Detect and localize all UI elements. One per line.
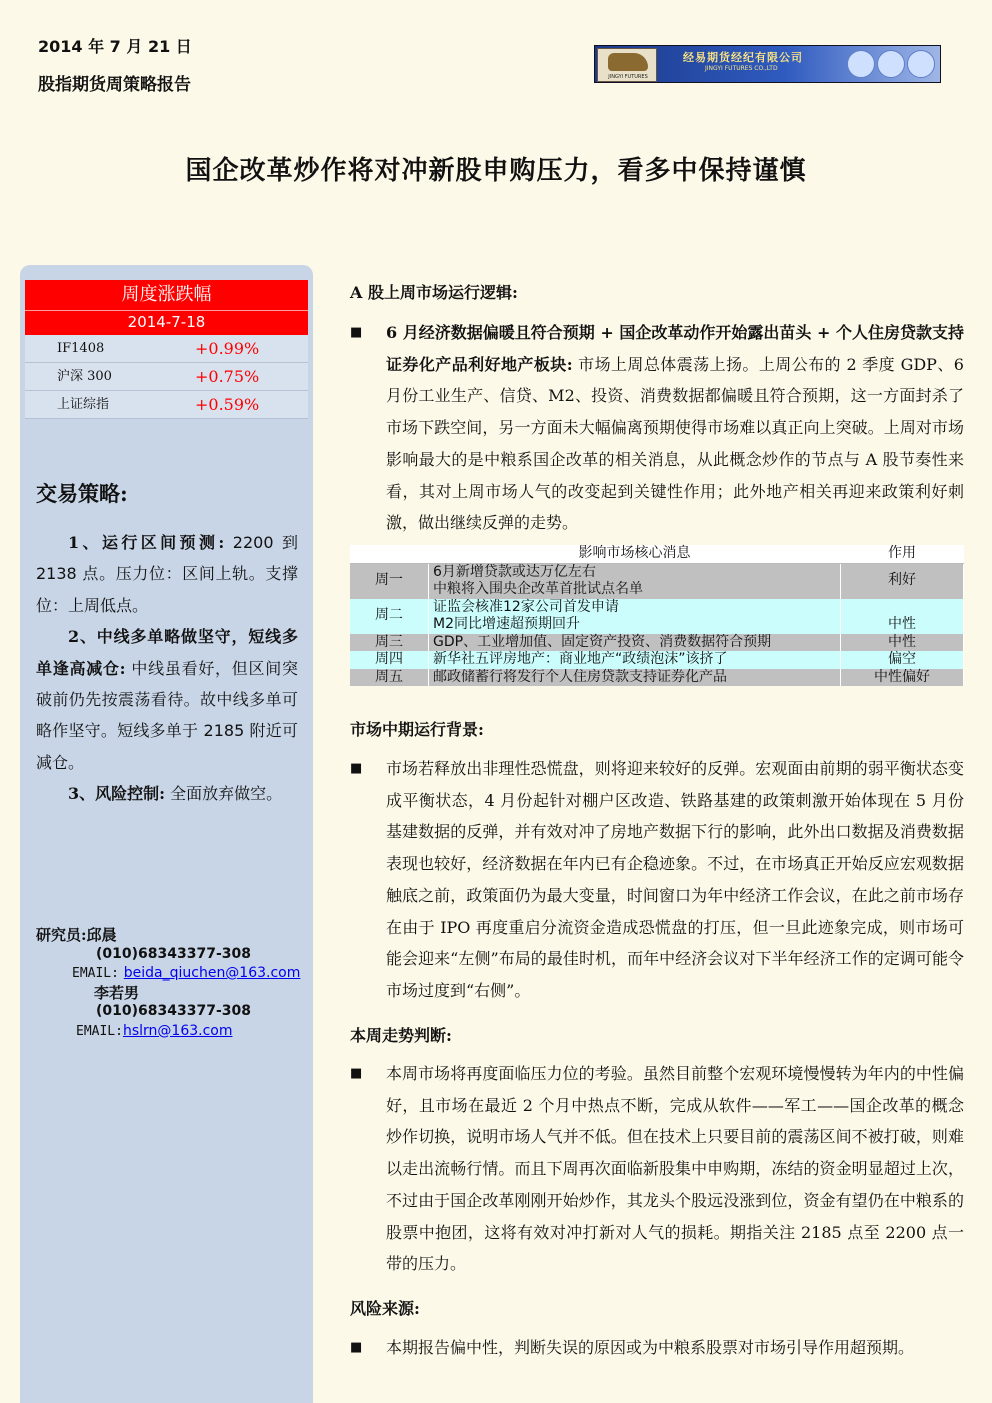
table-row — [350, 563, 964, 599]
strategy-item-1: 1、运行区间预测: 2200 到 2138 点。压力位：区间上轨。支撑位：上周低点。 — [36, 533, 298, 615]
range-lower: 2138 — [36, 564, 77, 584]
perf-value: +0.99% — [195, 339, 260, 358]
perf-header — [25, 280, 308, 335]
logo-company-name: 经易期货经纪有限公司 — [683, 51, 803, 64]
email-label: EMAIL: — [76, 1023, 123, 1039]
paragraph-lead: 6 月经济数据偏暖且符合预期 + 国企改革动作开始露出苗头 + 个人住房贷款支持证券化产品利好地产板块: — [386, 323, 964, 374]
globe-icon — [877, 50, 905, 78]
row-news: 6月新增贷款或达万亿左右 中粮将入围央企改革首批试点名单 — [429, 563, 841, 599]
researcher-email-link[interactable]: hslrn@163.com — [122, 1022, 233, 1039]
row-day: 周一 — [350, 563, 429, 599]
row-day: 周二 — [350, 599, 429, 634]
row-news: 新华社五评房地产：商业地产“政绩泡沫”该挤了 — [429, 651, 841, 669]
perf-name: IF1408 — [57, 341, 105, 356]
globe-icon — [847, 50, 875, 78]
researcher-phone: (010)68343377-308 — [96, 1003, 251, 1019]
paragraph-text: 本周市场将再度面临压力位的考验。虽然目前整个宏观环境慢慢转为年内的中性偏好，且市场在最近 2 个月中热点不断，完成从软件——军工——国企改革的概念炒作切换，说明市场人气并不低。但在技术上只要目前的震荡区间不被打破，则难以走出流畅行情。而且下周再次面临新股集中申购期，冻结的资金明显超过上次，不过由于国企改革刚刚开始炒作，其龙头个股远没涨到位，资金有望仍在中粮系的股票中抱团，这将有效对冲打新对人气的损耗。期指关注 2185 点至 2200 点一带的压力。 — [386, 1064, 964, 1274]
bullet-icon: ■ — [350, 761, 363, 776]
researcher-name: 李若男 — [94, 983, 140, 1002]
researcher-email-link[interactable]: beida_qiuchen@163.com — [123, 965, 301, 981]
perf-value: +0.59% — [195, 395, 260, 414]
row-news: 邮政储蓄行将发行个人住房贷款支持证券化产品 — [429, 669, 841, 687]
company-logo — [594, 45, 941, 83]
strategy-item-3: 3、风险控制: 全面放弃做空。 — [68, 784, 283, 804]
table-row — [25, 363, 308, 391]
row-day: 周四 — [350, 651, 429, 669]
row-effect: 中性偏好 — [841, 669, 964, 687]
range-upper: 2200 — [232, 533, 274, 552]
perf-name: 上证综指 — [57, 397, 110, 412]
strategy-label: 2、中线多单略做坚守，短线多单逢高减仓: — [36, 627, 298, 678]
table-row — [350, 669, 964, 687]
row-news: GDP、工业增加值、固定资产投资、消费数据符合预期 — [429, 634, 841, 652]
bullet-icon: ■ — [350, 1066, 363, 1081]
row-news: 证监会核准12家公司首发申请 M2同比增速超预期回升 — [429, 599, 841, 634]
section-title: A 股上周市场运行逻辑: — [350, 283, 518, 302]
paragraph-text: 市场上周总体震荡上扬。上周公布的 2 季度 GDP、6 月份工业生产、信贷、M2、投资、消费数据都偏暖且符合预期，这一方面封杀了市场下跌空间，另一方面未大幅偏离预期使得市场难以真正向上突破。上周对市场影响最大的是中粮系国企改革的相关消息，从此概念炒作的节点与 A 股节奏性来看，其对上周市场人气的改变起到关键性作用；此外地产相关再迎来政策利好刺激，做出继续反弹的走势。 — [386, 354, 964, 533]
table-row — [25, 391, 308, 419]
row-day: 周五 — [350, 669, 429, 687]
email-label: EMAIL: — [72, 966, 119, 981]
table-header — [350, 545, 964, 563]
report-date: 2014 年 7 月 21 日 — [38, 37, 192, 56]
bullet-icon: ■ — [350, 1340, 363, 1355]
row-day: 周三 — [350, 634, 429, 652]
researcher-phone: (010)68343377-308 — [96, 945, 251, 962]
strategy-text — [36, 527, 298, 810]
perf-value: +0.75% — [195, 367, 260, 386]
bull-icon — [608, 53, 648, 71]
strategy-title: 交易策略: — [36, 481, 128, 506]
section-title: 风险来源: — [350, 1299, 420, 1318]
section-paragraph — [350, 1058, 964, 1280]
perf-title: 周度涨跌幅 — [121, 284, 212, 305]
paragraph-text: 市场若释放出非理性恐慌盘，则将迎来较好的反弹。宏观面由前期的弱平衡状态变成平衡状态，4 月份起针对棚户区改造、铁路基建的政策刺激开始体现在 5 月份基建数据的反弹，并有效对冲了房地产数据下行的影响，此外出口数据及消费数据表现也较好，经济数据在年内已有企稳迹象。不过，在市场真正开始反应宏观数据触底之前，政策面仍为最大变量，时间窗口为年中经济工作会议，在此之前市场存在由于 IPO 再度重启分流资金造成恐慌盘的打压，但一旦此迹象完成，则市场可能会迎来“左侧”布局的最佳时机，而年中经济会议对下半年经济工作的定调可能令市场过度到“右侧”。 — [386, 759, 964, 1000]
report-type: 股指期货周策略报告 — [38, 75, 191, 95]
table-row — [350, 599, 964, 634]
header-effect: 作用 — [841, 545, 964, 563]
perf-date: 2014-7-18 — [25, 310, 308, 335]
section-paragraph — [350, 317, 964, 539]
section-paragraph — [350, 753, 964, 1007]
logo-company-name-en: JINGYI FUTURES CO.,LTD — [705, 65, 778, 72]
table-row — [25, 335, 308, 363]
paragraph-text: 本期报告偏中性，判断失误的原因或为中粮系股票对市场引导作用超预期。 — [386, 1338, 915, 1357]
strategy-item-2: 2、中线多单略做坚守，短线多单逢高减仓: 中线虽看好，但区间突破前仍先按震荡看待。故中线多单可略作坚守。短线多单于 2185 附近可减仓。 — [36, 627, 298, 772]
globe-icon — [907, 50, 935, 78]
reduce-level: 2185 — [203, 721, 245, 741]
section-paragraph — [350, 1332, 964, 1364]
researcher-label: 研究员: — [36, 926, 87, 944]
section-title: 本周走势判断: — [350, 1026, 452, 1045]
logo-mark-text: JINGYI FUTURES — [608, 74, 648, 80]
row-effect: 利好 — [841, 563, 964, 599]
logo-mark — [597, 48, 657, 82]
header-news: 影响市场核心消息 — [429, 545, 841, 563]
perf-name: 沪深 300 — [57, 369, 112, 384]
row-effect: 中性 — [841, 634, 964, 652]
weekly-performance-table — [25, 280, 308, 419]
row-effect: 偏空 — [841, 651, 964, 669]
page-title: 国企改革炒作将对冲新股申购压力，看多中保持谨慎 — [185, 156, 807, 186]
strategy-label: 1、运行区间预测: — [68, 533, 225, 552]
strategy-label: 3、风险控制: — [68, 784, 166, 804]
table-row — [350, 651, 964, 669]
sidebar-panel — [20, 265, 313, 1403]
researcher-info — [36, 926, 306, 1041]
section-title: 市场中期运行背景: — [350, 720, 484, 739]
news-table — [350, 545, 964, 686]
table-row — [350, 634, 964, 652]
bullet-icon: ■ — [350, 325, 363, 340]
researcher-name: 邱晨 — [86, 926, 117, 944]
row-effect: 中性 — [841, 599, 964, 634]
